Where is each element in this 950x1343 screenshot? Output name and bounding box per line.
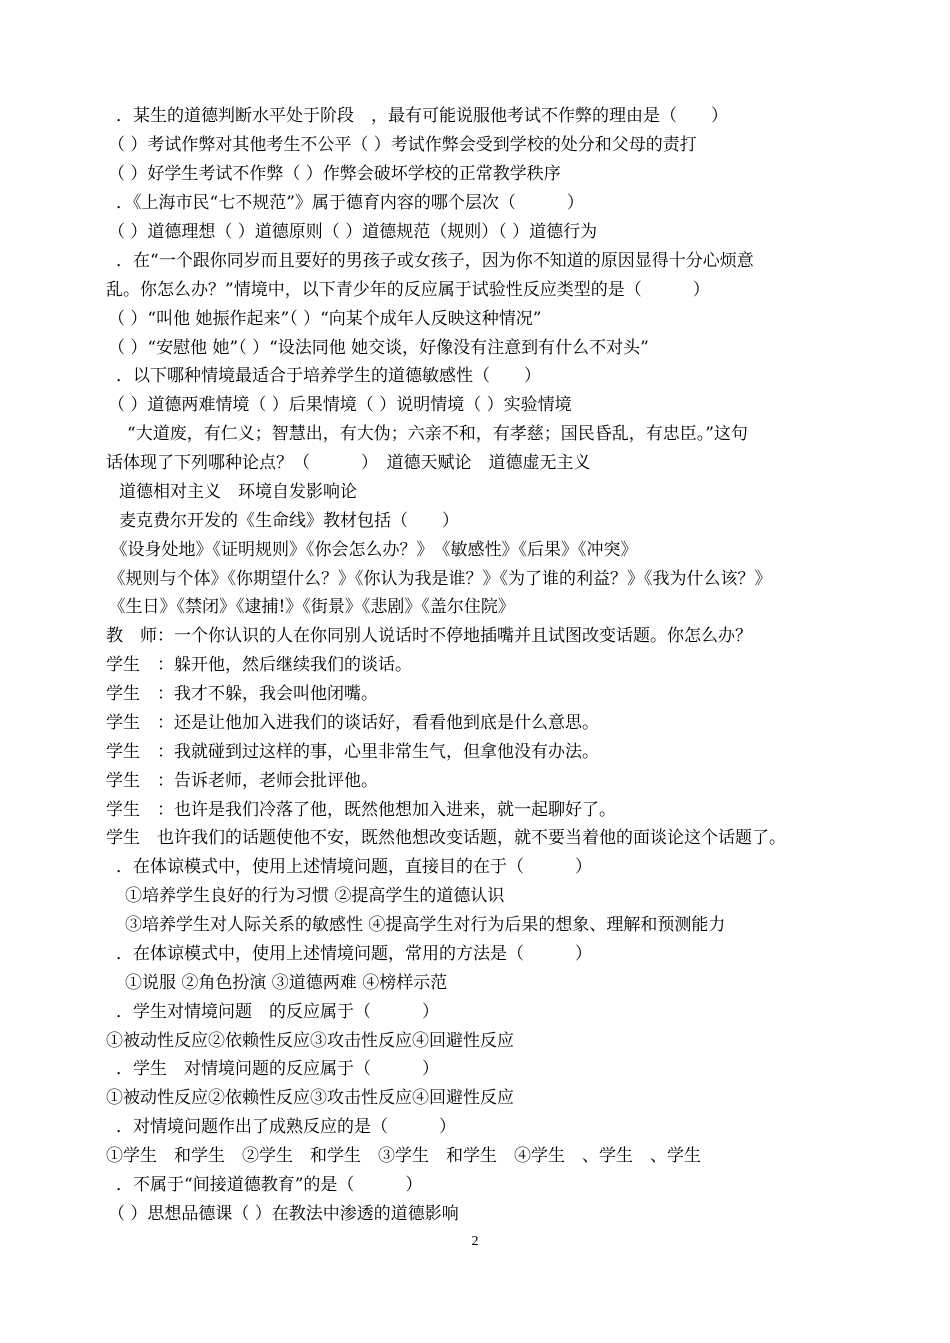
text-line: 学生 ：也许是我们冷落了他，既然他想加入进来，就一起聊好了。 [106,800,616,820]
text-line: 《生日》《禁闭》《逮捕!》《街景》《悲剧》《盖尔住院》 [100,597,515,617]
text-line: ．学生 对情境问题的反应属于（ ） [116,1059,439,1079]
text-line: 学生 ：告诉老师，老师会批评他。 [106,771,378,791]
text-line: 乱。你怎么办？”情境中，以下青少年的反应属于试验性反应类型的是（ ） [106,280,710,300]
text-line: ．《上海市民“七不规范”》属于德育内容的哪个层次（ ） [116,193,584,213]
text-line: 学生 ：还是让他加入进我们的谈话好，看看他到底是什么意思。 [106,713,599,733]
text-line: ．对情境问题作出了成熟反应的是（ ） [116,1117,456,1137]
text-line: 学生 也许我们的话题使他不安，既然他想改变话题，就不要当着他的面谈论这个话题了。 [106,828,786,848]
text-line: （ ）考试作弊对其他考生不公平（ ）考试作弊会受到学校的处分和父母的责打 [108,135,697,155]
text-line: ①被动性反应②依赖性反应③攻击性反应④回避性反应 [106,1031,514,1051]
text-line: “大道废，有仁义；智慧出，有大伪；六亲不和，有孝慈；国民昏乱，有忠臣。”这句 [110,424,748,444]
text-line: （ ）“安慰他 她”（ ）“设法同他 她交谈，好像没有注意到有什么不对头” [108,338,649,358]
text-line: 《设身处地》《证明规则》《你会怎么办？》 《敏感性》《后果》《冲突》 [102,540,638,560]
text-line: ．某生的道德判断水平处于阶段 ，最有可能说服他考试不作弊的理由是（ ） [116,106,728,126]
page-number: 2 [471,1234,479,1249]
text-line: （ ）道德理想（ ）道德原则（ ）道德规范（规则）（ ）道德行为 [108,222,598,242]
text-line: 教 师：一个你认识的人在你同别人说话时不停地插嘴并且试图改变话题。你怎么办？ [106,626,752,646]
text-line: ．不属于“间接道德教育”的是（ ） [116,1175,423,1195]
text-line: ．以下哪种情境最适合于培养学生的道德敏感性（ ） [116,366,541,386]
text-line: ①被动性反应②依赖性反应③攻击性反应④回避性反应 [106,1088,514,1108]
text-line: （ ）道德两难情境（ ）后果情境（ ）说明情境（ ）实验情境 [108,395,572,415]
text-line: ．在体谅模式中，使用上述情境问题，直接目的在于（ ） [116,857,592,877]
text-line: ．学生对情境问题 的反应属于（ ） [116,1002,439,1022]
text-line: ①培养学生良好的行为习惯 ②提高学生的道德认识 [108,886,505,906]
text-line: ①说服 ②角色扮演 ③道德两难 ④榜样示范 [108,973,448,993]
text-line: （ ）思想品德课（ ）在教法中渗透的道德影响 [108,1204,459,1224]
text-line: 学生 ：我才不躲，我会叫他闭嘴。 [106,684,378,704]
text-line: 学生 ：躲开他，然后继续我们的谈话。 [106,655,412,675]
text-line: 《规则与个体》《你期望什么？》《你认为我是谁？》《为了谁的利益？》《我为什么该？》 [100,569,772,589]
text-line: 学生 ：我就碰到过这样的事，心里非常生气，但拿他没有办法。 [106,742,599,762]
text-line: ①学生 和学生 ②学生 和学生 ③学生 和学生 ④学生 、学生 、学生 [106,1146,701,1166]
text-line: （ ）好学生考试不作弊（ ）作弊会破坏学校的正常教学秩序 [108,164,561,184]
text-line: 麦克费尔开发的《生命线》教材包括（ ） [102,511,459,531]
text-line: ③培养学生对人际关系的敏感性 ④提高学生对行为后果的想象、理解和预测能力 [108,915,726,935]
text-line: ．在体谅模式中，使用上述情境问题，常用的方法是（ ） [116,944,592,964]
text-line: 道德相对主义 环境自发影响论 [102,482,357,502]
text-line: 话体现了下列哪种论点？（ ） 道德天赋论 道德虚无主义 [106,453,591,473]
text-line: ．在“一个跟你同岁而且要好的男孩子或女孩子，因为你不知道的原因显得十分心烦意 [116,251,754,271]
text-line: （ ）“叫他 她振作起来”（ ）“向某个成年人反映这种情况” [108,309,542,329]
